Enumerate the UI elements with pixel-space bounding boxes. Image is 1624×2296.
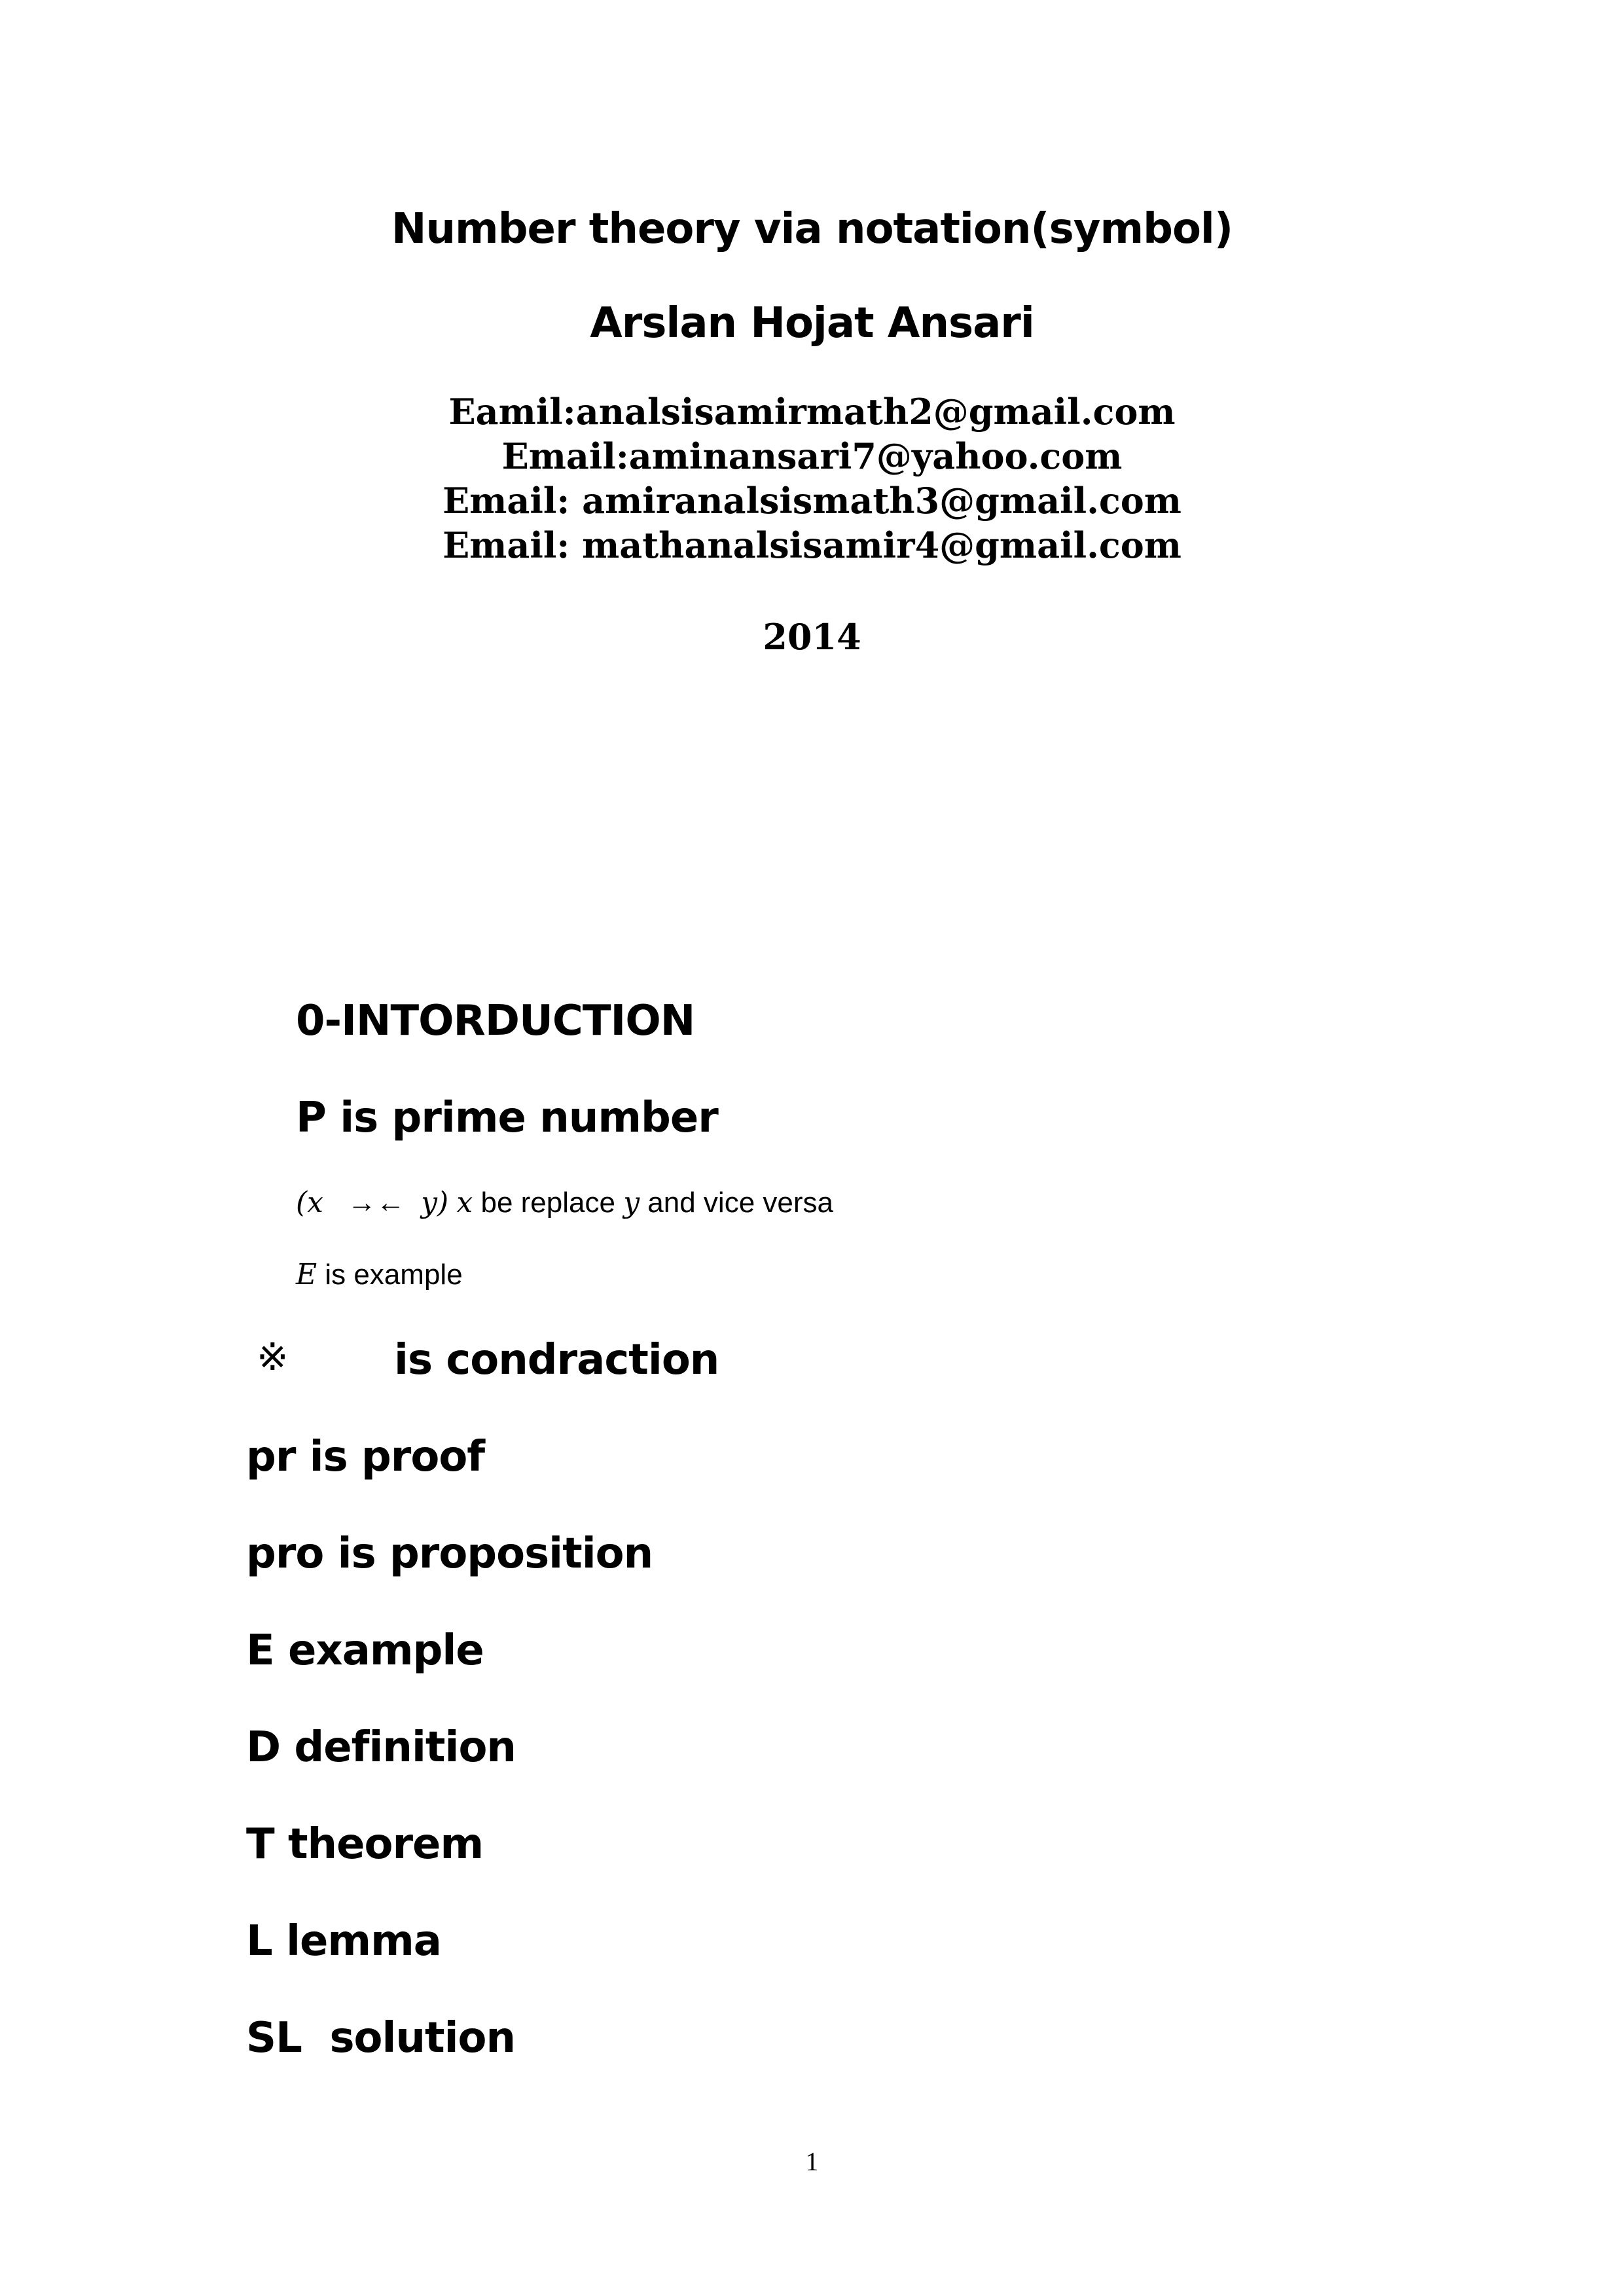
example-symbol: E [296, 1258, 317, 1291]
section-title: 0-INTORDUCTION [296, 997, 695, 1045]
notation-example: E example [246, 1626, 484, 1675]
variable-x-second: x [456, 1186, 473, 1219]
variable-y-second: y [623, 1186, 640, 1219]
notation-solution: SL solution [246, 2014, 516, 2062]
notation-proof: pr is proof [246, 1433, 485, 1481]
close-paren: ) [437, 1186, 449, 1219]
email-line-2: Email:aminansari7@yahoo.com [501, 435, 1123, 477]
reference-mark-icon: ※ [257, 1335, 288, 1379]
replace-notation-line [296, 1186, 833, 1219]
example-text: is example [325, 1259, 463, 1291]
prime-definition: P is prime number [296, 1094, 718, 1142]
vice-versa-text: and vice versa [647, 1187, 833, 1219]
publication-year: 2014 [763, 616, 861, 658]
author-name: Arslan Hojat Ansari [590, 299, 1034, 348]
swap-arrows-icon: →← [347, 1187, 405, 1219]
notation-definition: D definition [246, 1723, 516, 1772]
notation-theorem: T theorem [246, 1820, 484, 1869]
variable-x: x [307, 1186, 323, 1219]
example-notation-line [296, 1258, 463, 1291]
notation-lemma: L lemma [246, 1917, 441, 1965]
open-paren: ( [296, 1186, 308, 1219]
email-line-4: Email: mathanalsisamir4@gmail.com [442, 524, 1182, 566]
replace-text: be replace [480, 1187, 615, 1219]
notation-proposition: pro is proposition [246, 1530, 653, 1578]
email-line-1: Eamil:analsisamirmath2@gmail.com [448, 391, 1176, 433]
variable-y: y [421, 1186, 437, 1219]
document-title: Number theory via notation(symbol) [391, 205, 1233, 253]
email-line-3: Email: amiranalsismath3@gmail.com [442, 480, 1182, 522]
page-number: 1 [805, 2147, 819, 2176]
contradiction-text: is condraction [394, 1336, 719, 1384]
